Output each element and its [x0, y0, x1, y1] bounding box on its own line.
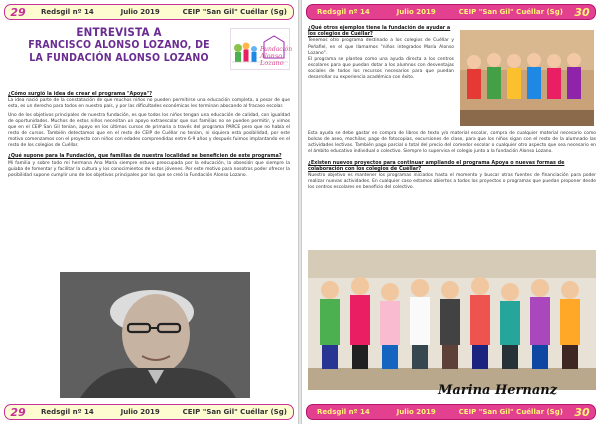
- answer-paragraph: Nuestro objetivo es mantener los programas iniciados hasta el momento y buscar otras fuentes de financiación para poder realizar nuevas actividades. En cualquier caso estamos abiertos a todos los proyectos o programas que puedan proponer desde los centros escolares en beneficio del colectivo.: [308, 173, 596, 191]
- logo-text: [260, 46, 292, 67]
- school-label: CEIP "San Gil" Cuéllar (Sg): [458, 408, 563, 416]
- date-label: Julio 2019: [120, 8, 160, 16]
- issue-label: Redsgil nº 14: [317, 408, 370, 416]
- interview-body-right-top: [308, 25, 454, 82]
- page-number: 30: [574, 5, 590, 19]
- interview-body-right-mid: [308, 131, 596, 192]
- logo-line: Alonso Lozano: [260, 52, 284, 67]
- article-title: [14, 26, 224, 64]
- logo-line: Fundación: [260, 46, 293, 53]
- answer-paragraph: Mi familia y sobre todo mi hermana Ana María siempre estuvo preocupada por la educación, la obsesión que siempre la guiaba de fomentar y facilitar la cultura y los conocimientos de estos jóvenes. Por este motivo para nosotros poder ofrecer la posibilidad supone cumplir uno de los objetivos principales por los que se creó la Fundación Alonso Lozano.: [8, 160, 290, 178]
- author-signature: Marina Hernanz: [438, 383, 558, 398]
- school-label: CEIP "San Gil" Cuéllar (Sg): [182, 408, 287, 416]
- answer-paragraph: Uno de los objetivos principales de nuestra fundación, es que todos los niños tengan una educación de calidad, con igualdad de oportunidades. Muchos de estos niños necesitan un apoyo extraescolar que sus familias no se pueden permitir, y vimos que en el CEIP San Gil tenían, apoyo en los últimos cursos de primaria a través del programa PARCE pero que no había el resto de cursos. También detectamos que en el resto de CEIP de Cuéllar no tenían, ni siquiera esta posibilidad, por este motivo comenzamos con el proyecto con niños con edades comprendidas entre 6-9 años y después fuimos implantando en el resto de los colegios de Cuéllar.: [8, 112, 290, 149]
- issue-label: Redsgil nº 14: [41, 8, 94, 16]
- page-number: 30: [574, 405, 590, 419]
- portrait-photo-icon: [60, 272, 250, 398]
- left-page: [0, 0, 298, 424]
- title-line: LA FUNDACIÓN ALONSO LOZANO: [29, 51, 209, 64]
- date-label: Julio 2019: [120, 408, 160, 416]
- right-header-bar: [306, 4, 596, 20]
- date-label: Julio 2019: [396, 8, 436, 16]
- right-footer-bar: [306, 404, 596, 420]
- left-footer-bar: [4, 404, 294, 420]
- title-line: ENTREVISTA A: [76, 25, 162, 39]
- question-heading: ¿Qué otros ejemplos tiene la fundación de ayudar a los colegios de Cuéllar?: [308, 25, 451, 38]
- answer-paragraph: La idea nació parte de la constatación de que muchos niños no pueden permitirse una educación completa, a pesar de que esta, es un derecho para todos en nuestro país, y por las dificultades económicas les terminan abocando al fracaso escolar.: [8, 98, 290, 110]
- group-photo-bottom: [308, 250, 596, 390]
- answer-paragraph: Esta ayuda se debe gastar en compra de libros de texto y/o material escolar, compra de cualquier material necesario como bolsas de aseo, mochilas; pago de fotocopias, excursiones de clase, para que los niños sigan con el resto de la alumnado las actividades lectivas. También pago parcial o total del precio del comedor escolar o cualquier otro aspecto que sea necesario en el ámbito educativo individual o colectivo. Siempre lo supervisa el colegio junto a la fundación Alonso Lozano.: [308, 131, 596, 155]
- title-line: FRANCISCO ALONSO LOZANO, DE: [28, 39, 210, 51]
- interview-body: [8, 91, 290, 179]
- group-photo-top: [460, 30, 594, 126]
- answer-paragraph: Tenemos otro programa destinado a los colegios de Cuéllar y Peñafiel, en el que llamamos "niños integrados María Alonso Lozano".: [308, 38, 454, 56]
- answer-paragraph: El programa se plantea como una ayuda directa a los centros escolares para que puedan dotar a los alumnos con desventajas sociales de todos los recursos necesarios para que puedan desarrollar su experiencia académica con éxito.: [308, 56, 454, 81]
- class-photo-icon: [308, 250, 596, 390]
- school-label: CEIP "San Gil" Cuéllar (Sg): [458, 8, 563, 16]
- foundation-logo: [230, 28, 293, 70]
- left-header-bar: [4, 4, 294, 20]
- question-heading: ¿Qué supone para la Fundación, que familias de nuestra localidad se beneficien de este programa?: [8, 153, 282, 160]
- school-label: CEIP "San Gil" Cuéllar (Sg): [182, 8, 287, 16]
- page-number: 29: [10, 405, 26, 419]
- date-label: Julio 2019: [396, 408, 436, 416]
- question-heading: ¿Existen nuevos proyectos para continuar ampliando el programa Apoya o nuevas formas de colaboración con los colegios de Cuéllar?: [308, 159, 565, 172]
- children-photo-icon: [460, 30, 594, 126]
- page-number: 29: [10, 5, 26, 19]
- interviewee-photo: [60, 272, 250, 398]
- right-page: [302, 0, 600, 424]
- issue-label: Redsgil nº 14: [317, 8, 370, 16]
- question-heading: ¿Cómo surgió la idea de crear el programa "Apoya"?: [8, 91, 153, 97]
- issue-label: Redsgil nº 14: [41, 408, 94, 416]
